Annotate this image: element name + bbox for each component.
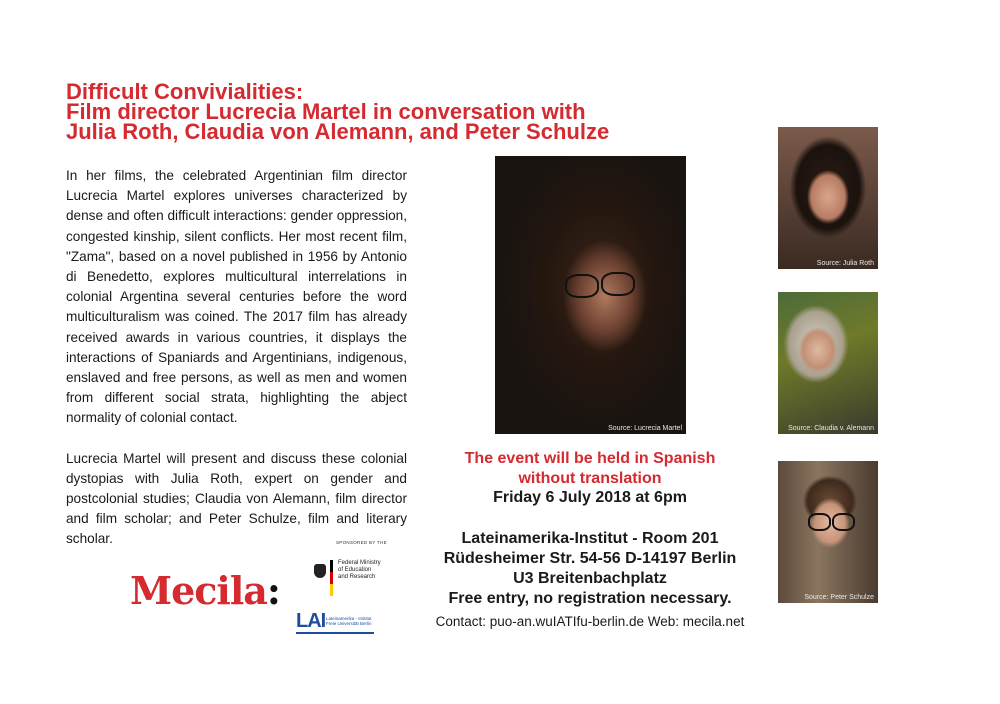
photo-caption: Source: Julia Roth (816, 260, 874, 267)
description-paragraph-2: Lucrecia Martel will present and discuss these colonial dystopias with Julia Roth, expert on gender and postcolonial studies; Claudia von Alemann, film director and film scholar; and Peter Schulze, film and literary scholar. (66, 450, 407, 547)
mecila-logo (130, 568, 280, 613)
bmbf-name-line-3: and Research (338, 574, 376, 580)
language-notice-line-2: without translation (518, 470, 662, 487)
photo-caption: Source: Lucrecia Martel (608, 425, 682, 432)
venue-line-3: U3 Breitenbachplatz (513, 570, 667, 587)
julia-roth-photo (778, 127, 878, 269)
glasses-shape (601, 272, 635, 296)
lai-logo-mark: LAI (296, 610, 326, 632)
language-notice (430, 449, 750, 489)
photo-caption: Source: Peter Schulze (804, 594, 874, 601)
bmbf-name (338, 560, 381, 581)
lai-logo-text (326, 616, 372, 626)
mecila-logo-text: Mecila (130, 568, 267, 613)
title-line-1: Difficult Convivialities: (66, 79, 304, 104)
bmbf-name-line-2: of Education (338, 567, 372, 573)
lai-logo-line-1: Lateinamerika - Institut (326, 616, 372, 621)
claudia-von-alemann-photo (778, 292, 878, 434)
title-line-3: Julia Roth, Claudia von Alemann, and Peter Schulze (66, 119, 610, 144)
photo-caption: Source: Claudia v. Alemann (788, 425, 874, 432)
title-line-2: Film director Lucrecia Martel in conversation with (66, 99, 586, 124)
lai-logo-bar (296, 632, 374, 634)
event-date: Friday 6 July 2018 at 6pm (493, 489, 687, 506)
eagle-icon (314, 564, 326, 578)
bmbf-name-line-1: Federal Ministry (338, 560, 381, 566)
event-description (66, 166, 407, 550)
venue-details (420, 529, 760, 609)
contact-line: Contact: puo-an.wuIATIfu-berlin.de Web: mecila.net (435, 614, 745, 629)
mecila-logo-colon: : (266, 568, 280, 613)
venue-line-4: Free entry, no registration necessary. (448, 590, 732, 607)
lai-logo (296, 610, 372, 633)
peter-schulze-photo (778, 461, 878, 603)
bmbf-sponsored-label: SPONSORED BY THE (336, 540, 387, 545)
lucrecia-martel-photo (495, 156, 686, 434)
venue-line-1: Lateinamerika-Institut - Room 201 (461, 530, 719, 547)
language-notice-line-1: The event will be held in Spanish (464, 450, 716, 467)
glasses-shape (565, 274, 599, 298)
glasses-shape (808, 513, 831, 531)
german-flag-icon (330, 560, 333, 596)
event-title (66, 79, 706, 144)
description-paragraph-1: In her films, the celebrated Argentinian film director Lucrecia Martel explores universes characterized by dense and often difficult interactions: gender oppression, congested kinship, silent conflicts. Her most recent film, "Zama", based on a novel published in 1956 by Antonio di Benedetto, explores multicultural interrelations in colonial Argentina several centuries before the word multiculturalism was coined. The 2017 film has already received awards in various countries, it displays the interactions of Spaniards and Argentinians, indigenous, enslaved and free persons, as well as men and women from different social strata, highlighting the abject normality of colonial contact. (66, 168, 407, 426)
glasses-shape (832, 513, 855, 531)
bmbf-logo (306, 540, 396, 580)
venue-line-2: Rüdesheimer Str. 54-56 D-14197 Berlin (443, 550, 737, 567)
lai-logo-line-2: Freie Universität Berlin (326, 621, 372, 626)
